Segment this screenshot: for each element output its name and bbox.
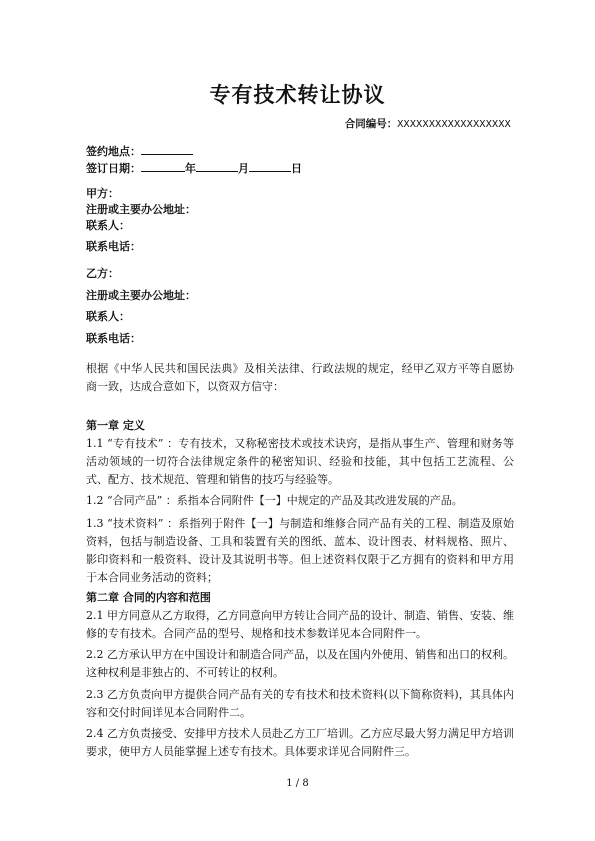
year-label: 年 <box>185 162 196 175</box>
clause-1-2: 1.2 “合同产品” ：系指本合同附件【一】中规定的产品及其改进发展的产品。 <box>86 494 463 507</box>
clause-2-3: 2.3 乙方负责向甲方提供合同产品有关的专有技术和技术资料(以下简称资料)，其具体内容和交付时间详见本合同附件二。 <box>86 688 514 719</box>
document-title: 专有技术转让协议 <box>209 82 386 107</box>
year-blank <box>141 160 185 172</box>
sign-place-line <box>86 143 193 159</box>
party-a-address: 注册或主要办公地址： <box>86 203 196 216</box>
clause-1-3: 1.3 “技术资料” ：系指列于附件【一】与制造和维修合同产品有关的工程、制造及原始资料，包括与制造设备、工具和装置有关的图纸、蓝本、设计图表、材料规格、照片、影印资料和一般资料、设计及其说明书等。但上述资料仅限于乙方拥有的资料和甲方用于本合同业务活动的资料； <box>86 517 514 584</box>
contract-number <box>345 116 511 131</box>
party-a-contact: 联系人： <box>86 219 130 232</box>
month-label: 月 <box>238 162 249 175</box>
contract-number-label: 合同编号： <box>344 118 398 130</box>
intro-paragraph: 根据《中华人民共和国民法典》及相关法律、行政法规的规定，经甲乙双方平等自愿协商一致，达成合意如下，以资双方信守： <box>86 362 514 393</box>
party-a-name: 甲方： <box>86 187 119 200</box>
clause-2-4: 2.4 乙方负责接受、安排甲方技术人员赴乙方工厂培训。乙方应尽最大努力满足甲方培训要求，使甲方人员能掌握上述专有技术。具体要求详见合同附件三。 <box>86 727 514 758</box>
chapter-2-heading: 第二章 合同的内容和范围 <box>86 591 211 604</box>
contract-number-value: XXXXXXXXXXXXXXXXXX <box>397 119 511 130</box>
sign-date-label: 签订日期： <box>86 162 141 175</box>
party-b-phone: 联系电话： <box>86 332 141 345</box>
party-b-contact: 联系人： <box>86 310 130 323</box>
chapter-1-heading: 第一章 定义 <box>86 419 145 432</box>
sign-place-label: 签约地点： <box>86 145 141 158</box>
clause-1-1: 1.1 “专有技术” ：专有技术，又称秘密技术或技术诀窍，是指从事生产、管理和财务等活动领域的一切符合法律规定条件的秘密知识、经验和技能，其中包括工艺流程、公式、配方、技术规范、管理和销售的技巧与经验等。 <box>86 437 514 486</box>
party-b-address: 注册或主要办公地址： <box>86 289 196 302</box>
day-label: 日 <box>291 162 302 175</box>
sign-place-blank <box>141 143 193 155</box>
clause-2-1: 2.1 甲方同意从乙方取得，乙方同意向甲方转让合同产品的设计、制造、销售、安装、维修的专有技术。合同产品的型号、规格和技术参数详见本合同附件一。 <box>86 609 514 640</box>
party-b-name: 乙方： <box>86 267 119 280</box>
month-blank <box>196 160 238 172</box>
page-number: 1 / 8 <box>286 778 309 789</box>
party-a-phone: 联系电话： <box>86 240 141 253</box>
sign-date-line <box>86 160 302 176</box>
day-blank <box>249 160 291 172</box>
clause-2-2: 2.2 乙方承认甲方在中国设计和制造合同产品，以及在国内外使用、销售和出口的权利。这种权利是非独占的、不可转让的权利。 <box>86 648 514 679</box>
